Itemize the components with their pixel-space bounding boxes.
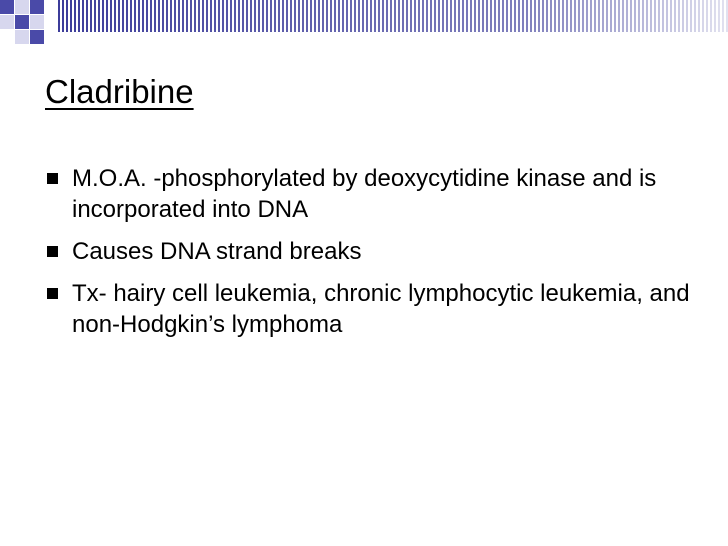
bullet-text: M.O.A. -phosphorylated by deoxycytidine kinase and is incorporated into DNA xyxy=(72,165,657,223)
bullet-list xyxy=(44,163,694,351)
slide-title: Cladribine xyxy=(45,73,194,110)
bullet-item xyxy=(44,163,694,225)
bullet-item xyxy=(44,278,694,340)
square-bullet-icon xyxy=(47,288,58,299)
bullet-text: Causes DNA strand breaks xyxy=(72,238,362,265)
decorative-square xyxy=(15,15,29,29)
decorative-square xyxy=(30,30,44,44)
decorative-square xyxy=(30,0,44,14)
decorative-stripe-fade xyxy=(56,0,728,32)
square-bullet-icon xyxy=(47,173,58,184)
decorative-square xyxy=(0,15,14,29)
decorative-square xyxy=(30,15,44,29)
square-bullet-icon xyxy=(47,246,58,257)
bullet-text: Tx- hairy cell leukemia, chronic lymphocytic leukemia, and non-Hodgkin’s lymphoma xyxy=(72,280,690,338)
decorative-square xyxy=(15,0,29,14)
decorative-square xyxy=(15,30,29,44)
decorative-square xyxy=(0,0,14,14)
bullet-item xyxy=(44,236,694,267)
